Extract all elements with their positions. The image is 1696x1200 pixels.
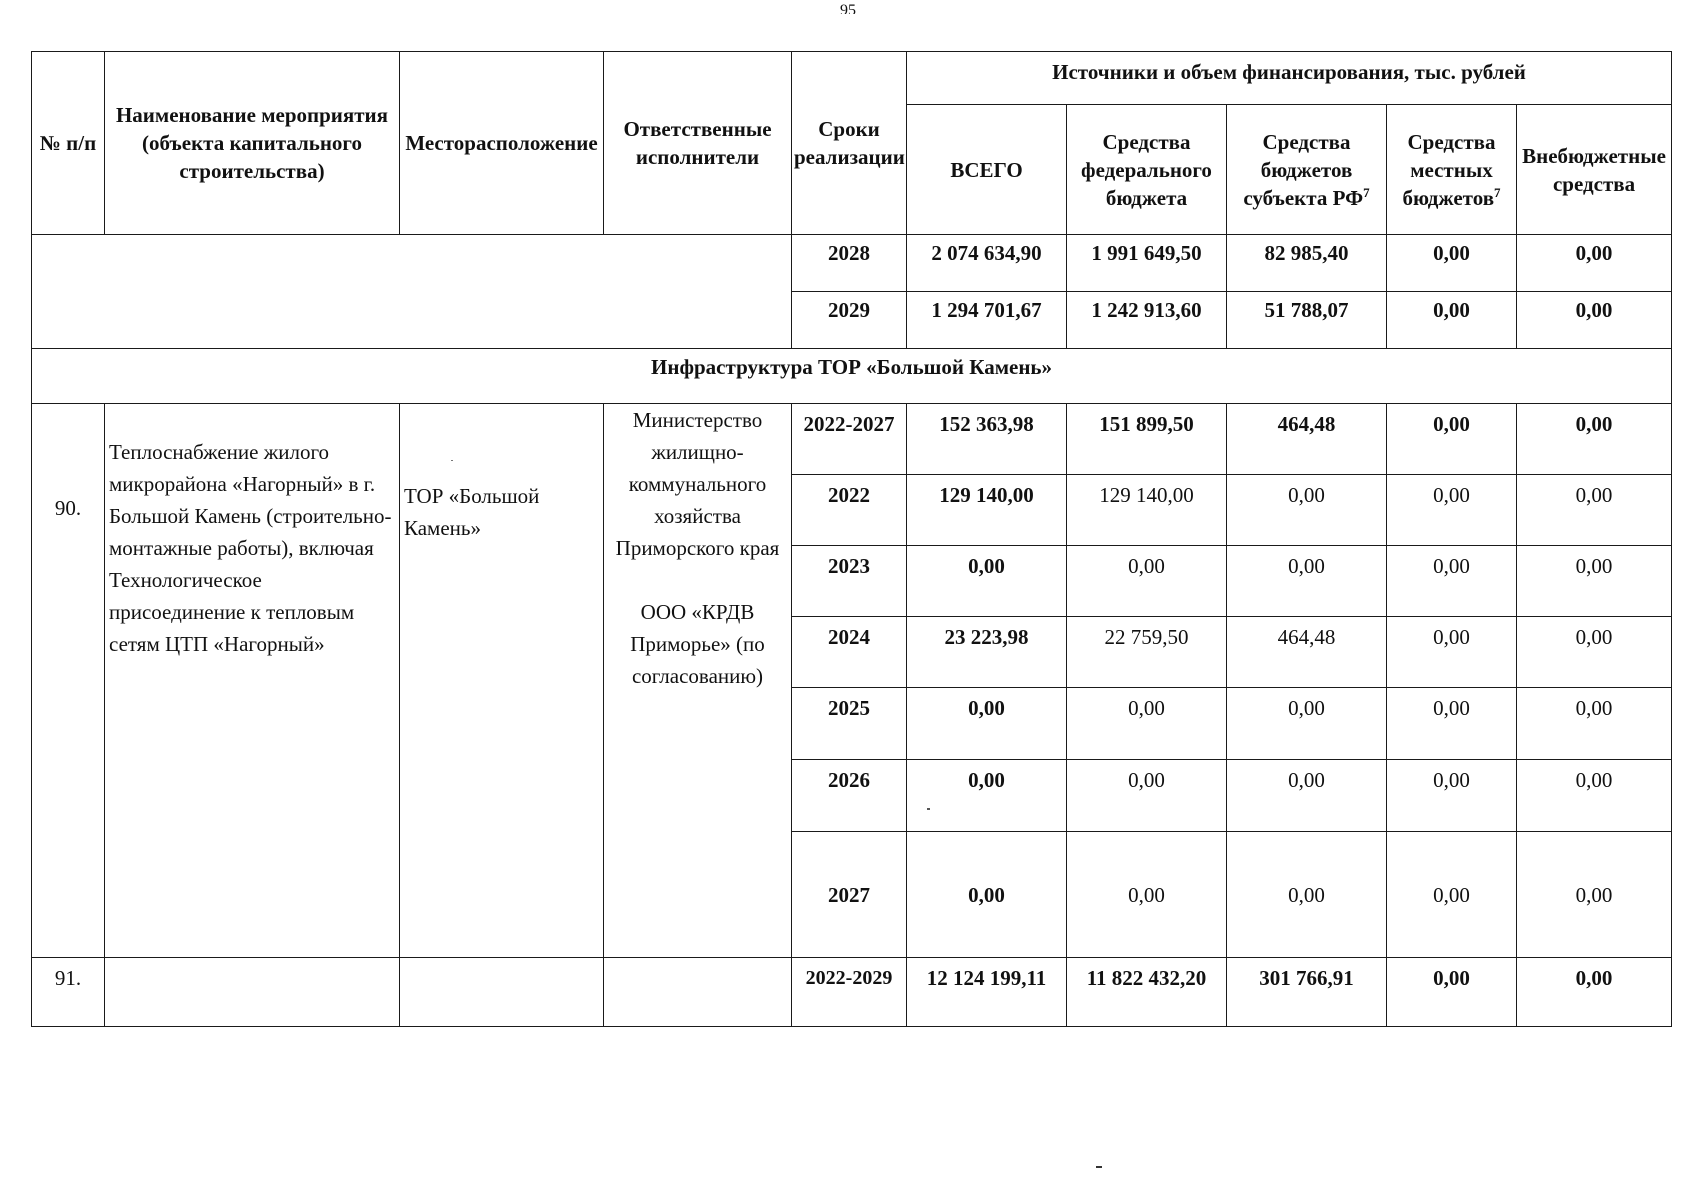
regional-cell: 0,00: [1227, 475, 1387, 546]
regional-cell: 0,00: [1227, 832, 1387, 958]
year-cell: 2022-2029: [792, 958, 907, 1027]
offbudget-cell: 0,00: [1517, 958, 1672, 1027]
total-cell: 2 074 634,90: [907, 235, 1067, 292]
footnote-mark: 7: [1363, 184, 1370, 200]
header-num: № п/п: [32, 52, 105, 235]
local-cell: 0,00: [1387, 292, 1517, 349]
header-location: Месторасположение: [400, 52, 604, 235]
year-cell: 2023: [792, 546, 907, 617]
local-cell: 0,00: [1387, 617, 1517, 688]
total-cell: 1 294 701,67: [907, 292, 1067, 349]
regional-cell: 51 788,07: [1227, 292, 1387, 349]
local-cell: 0,00: [1387, 760, 1517, 832]
header-row-1: [32, 52, 1672, 105]
responsible-company: ООО «КРДВ Приморье» (по согласованию): [630, 600, 765, 688]
local-cell: 0,00: [1387, 404, 1517, 475]
header-regional: [1227, 105, 1387, 235]
federal-cell: 129 140,00: [1067, 475, 1227, 546]
year-cell: 2024: [792, 617, 907, 688]
federal-cell: 22 759,50: [1067, 617, 1227, 688]
federal-cell: 0,00: [1067, 760, 1227, 832]
section-title: Инфраструктура ТОР «Большой Камень»: [32, 349, 1672, 404]
year-cell: 2026: [792, 760, 907, 832]
responsible-ministry: Министерство жилищно-коммунального хозяйства Приморского края: [615, 408, 780, 560]
federal-cell: 1 242 913,60: [1067, 292, 1227, 349]
regional-cell: 0,00: [1227, 760, 1387, 832]
regional-cell: 464,48: [1227, 617, 1387, 688]
local-cell: 0,00: [1387, 235, 1517, 292]
local-cell: 0,00: [1387, 832, 1517, 958]
item-location: [400, 958, 604, 1027]
offbudget-cell: 0,00: [1517, 688, 1672, 760]
regional-cell: 0,00: [1227, 688, 1387, 760]
total-cell: 0,00: [907, 546, 1067, 617]
table-row: [32, 404, 1672, 475]
offbudget-cell: 0,00: [1517, 292, 1672, 349]
local-cell: 0,00: [1387, 546, 1517, 617]
total-cell: 129 140,00: [907, 475, 1067, 546]
scan-mark: [1096, 1166, 1102, 1168]
header-funding-group: Источники и объем финансирования, тыс. рублей: [907, 52, 1672, 105]
offbudget-cell: 0,00: [1517, 546, 1672, 617]
offbudget-cell: 0,00: [1517, 475, 1672, 546]
offbudget-cell: 0,00: [1517, 760, 1672, 832]
federal-cell: 0,00: [1067, 688, 1227, 760]
regional-cell: 301 766,91: [1227, 958, 1387, 1027]
total-cell: 0,00: [907, 760, 1067, 832]
offbudget-cell: 0,00: [1517, 404, 1672, 475]
item-location: ТОР «Большой Камень»: [400, 404, 604, 958]
total-cell: 0,00: [907, 832, 1067, 958]
year-cell: 2022: [792, 475, 907, 546]
header-offbudget: Внебюджетные средства: [1517, 105, 1672, 235]
year-cell: 2025: [792, 688, 907, 760]
regional-cell: 0,00: [1227, 546, 1387, 617]
item-responsible: [604, 958, 792, 1027]
regional-cell: 82 985,40: [1227, 235, 1387, 292]
total-cell: 12 124 199,11: [907, 958, 1067, 1027]
header-local: [1387, 105, 1517, 235]
header-local-text: Средства местных бюджетов: [1402, 129, 1496, 210]
scan-speck: [927, 808, 930, 810]
federal-cell: 11 822 432,20: [1067, 958, 1227, 1027]
header-regional-text: Средства бюджетов субъекта РФ: [1243, 129, 1364, 210]
section-row: [32, 349, 1672, 404]
offbudget-cell: 0,00: [1517, 235, 1672, 292]
continuation-blank: [32, 235, 792, 349]
total-cell: 0,00: [907, 688, 1067, 760]
year-cell: 2027: [792, 832, 907, 958]
footnote-mark: 7: [1494, 184, 1501, 200]
federal-cell: 151 899,50: [1067, 404, 1227, 475]
regional-cell: 464,48: [1227, 404, 1387, 475]
offbudget-cell: 0,00: [1517, 832, 1672, 958]
federal-cell: 1 991 649,50: [1067, 235, 1227, 292]
total-cell: 152 363,98: [907, 404, 1067, 475]
header-total: ВСЕГО: [907, 105, 1067, 235]
local-cell: 0,00: [1387, 475, 1517, 546]
year-cell: 2029: [792, 292, 907, 349]
funding-table: [31, 51, 1672, 1027]
page-number: 95: [840, 2, 856, 14]
total-cell: 23 223,98: [907, 617, 1067, 688]
header-terms: Сроки реализации: [792, 52, 907, 235]
item-name: [105, 958, 400, 1027]
item-responsible: [604, 404, 792, 958]
federal-cell: 0,00: [1067, 832, 1227, 958]
item-name: Теплоснабжение жилого микрорайона «Нагорный» в г. Большой Камень (строительно-монтажные работы), включая Технологическое присоединение к тепловым сетям ЦТП «Нагорный»: [105, 404, 400, 958]
year-cell: 2022-2027: [792, 404, 907, 475]
item-num: 90.: [32, 404, 105, 958]
offbudget-cell: 0,00: [1517, 617, 1672, 688]
header-federal: Средства федерального бюджета: [1067, 105, 1227, 235]
header-name: Наименование мероприятия (объекта капитального строительства): [105, 52, 400, 235]
table-row: [32, 235, 1672, 292]
federal-cell: 0,00: [1067, 546, 1227, 617]
header-responsible: Ответственные исполнители: [604, 52, 792, 235]
local-cell: 0,00: [1387, 688, 1517, 760]
scan-speck: [451, 460, 453, 461]
year-cell: 2028: [792, 235, 907, 292]
local-cell: 0,00: [1387, 958, 1517, 1027]
table-row: [32, 958, 1672, 1027]
item-num: 91.: [32, 958, 105, 1027]
